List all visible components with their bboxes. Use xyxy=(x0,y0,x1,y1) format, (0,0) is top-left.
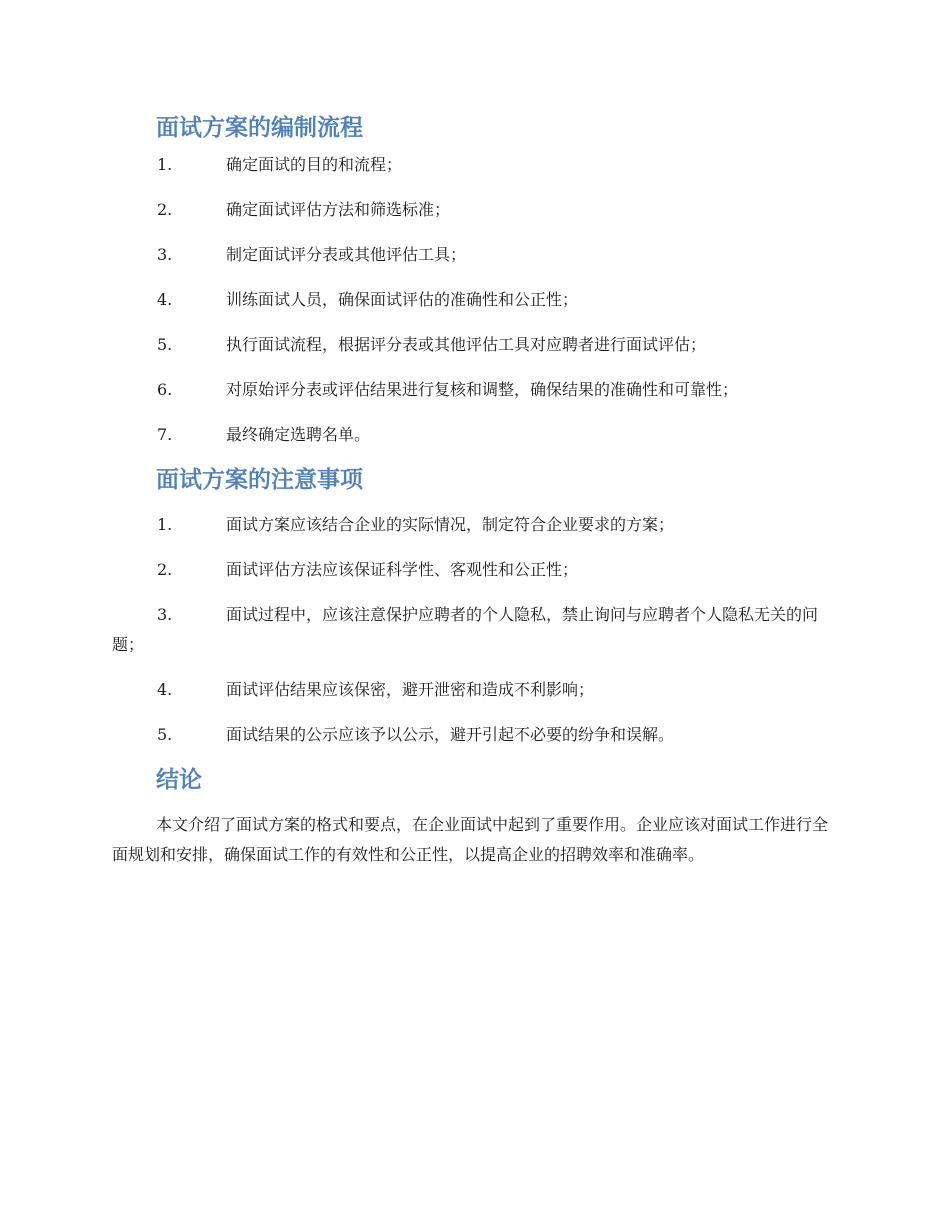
list-item-text: 面试方案应该结合企业的实际情况，制定符合企业要求的方案； xyxy=(226,515,675,534)
list-item-text: 确定面试评估方法和筛选标准； xyxy=(226,200,451,219)
list-item-text: 面试评估结果应该保密，避开泄密和造成不利影响； xyxy=(226,680,595,699)
list-item-text: 面试过程中，应该注意保护应聘者的个人隐私，禁止询问与应聘者个人隐私无关的问题； xyxy=(112,605,819,654)
list-item-number: 5. xyxy=(157,335,173,354)
list-item-number: 3. xyxy=(157,245,173,264)
list-item xyxy=(112,150,838,180)
list-item xyxy=(112,510,838,540)
list-item xyxy=(112,375,838,405)
list-item-number: 4. xyxy=(157,290,173,309)
list-item xyxy=(112,555,838,585)
list-item xyxy=(112,420,838,450)
notes-list xyxy=(112,510,838,750)
list-item xyxy=(112,720,838,750)
list-item-text: 面试评估方法应该保证科学性、客观性和公正性； xyxy=(226,560,579,579)
process-list xyxy=(112,150,838,450)
list-item xyxy=(112,675,838,705)
list-item-number: 2. xyxy=(157,200,173,219)
list-item-number: 1. xyxy=(157,515,173,534)
list-item-text: 最终确定选聘名单。 xyxy=(226,425,371,444)
list-item-number: 5. xyxy=(157,725,173,744)
list-item-number: 3. xyxy=(157,605,173,624)
list-item-number: 1. xyxy=(157,155,173,174)
conclusion-paragraph: 本文介绍了面试方案的格式和要点，在企业面试中起到了重要作用。企业应该对面试工作进行全面规划和安排，确保面试工作的有效性和公正性，以提高企业的招聘效率和准确率。 xyxy=(112,815,829,864)
section-heading-notes: 面试方案的注意事项 xyxy=(156,467,363,493)
section-heading-conclusion: 结论 xyxy=(156,767,202,793)
list-item-text: 训练面试人员，确保面试评估的准确性和公正性； xyxy=(226,290,579,309)
list-item-text: 面试结果的公示应该予以公示，避开引起不必要的纷争和误解。 xyxy=(226,725,675,744)
list-item-number: 6. xyxy=(157,380,173,399)
list-item-number: 2. xyxy=(157,560,173,579)
list-item-text: 对原始评分表或评估结果进行复核和调整，确保结果的准确性和可靠性； xyxy=(226,380,739,399)
list-item xyxy=(112,330,838,360)
list-item-text: 确定面试的目的和流程； xyxy=(226,155,403,174)
list-item-text: 执行面试流程，根据评分表或其他评估工具对应聘者进行面试评估； xyxy=(226,335,707,354)
list-item-text: 制定面试评分表或其他评估工具； xyxy=(226,245,467,264)
list-item-number: 4. xyxy=(157,680,173,699)
list-item xyxy=(112,285,838,315)
list-item xyxy=(112,240,838,270)
section-heading-process: 面试方案的编制流程 xyxy=(156,115,363,141)
list-item-number: 7. xyxy=(157,425,173,444)
list-item xyxy=(112,195,838,225)
list-item xyxy=(112,600,838,660)
